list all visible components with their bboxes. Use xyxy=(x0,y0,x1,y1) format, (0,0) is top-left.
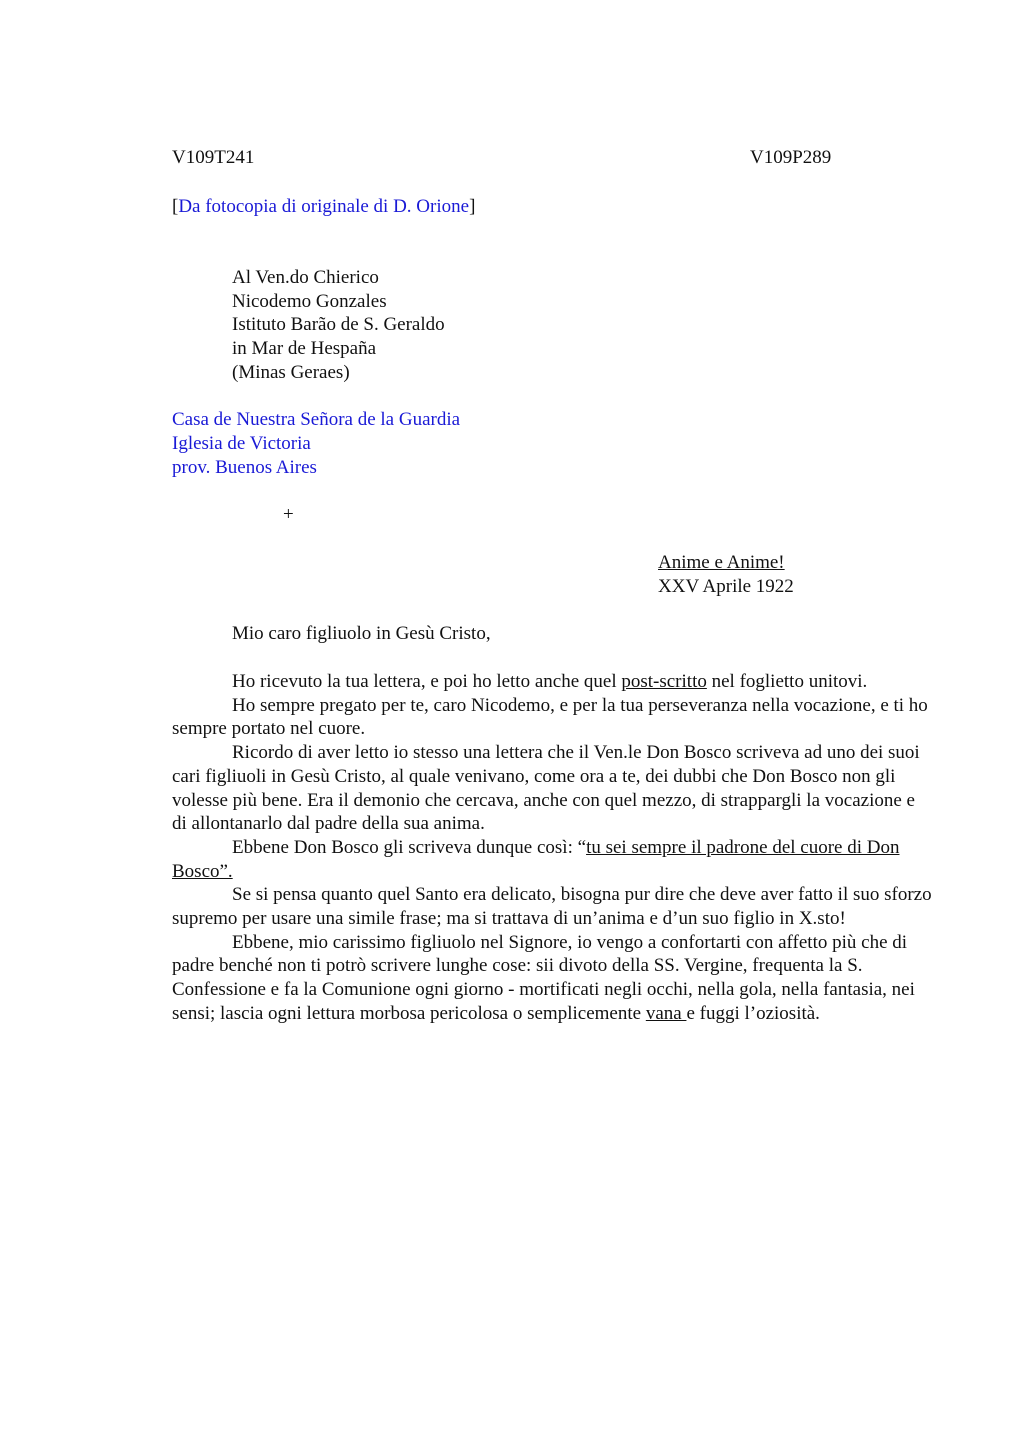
body-text-run: Ebbene, mio carissimo figliuolo nel Signore, io vengo a confortarti con affetto più che di padre benché non ti potrò scrivere lunghe cose: sii divoto della SS. Vergine, frequenta la S. Confessione e fa la Comunione ogni giorno - mortificati negli occhi, nella gola, nella fantasia, nei sensi; lascia ogni lettura morbosa pericolosa o semplicemente xyxy=(172,931,915,1024)
sender-line: Iglesia de Victoria xyxy=(172,433,311,454)
body-underlined-run: post-scritto xyxy=(621,671,707,692)
letter-body xyxy=(172,670,932,1026)
motto: Anime e Anime! xyxy=(658,552,785,573)
body-underlined-run: tu sei sempre il padrone del cuore di Don Bosco”. xyxy=(172,836,900,882)
body-paragraph xyxy=(172,836,932,883)
salutation: Mio caro figliuolo in Gesù Cristo, xyxy=(232,623,491,644)
source-note xyxy=(172,195,475,219)
source-note-open-bracket: [ xyxy=(172,196,179,217)
source-note-close-bracket: ] xyxy=(469,196,476,217)
body-paragraph xyxy=(172,931,932,1026)
body-paragraph: Se si pensa quanto quel Santo era delicato, bisogna pur dire che deve aver fatto il suo sforzo supremo per usare una simile frase; ma si trattava di un’anima e d’un suo figlio in X.sto! xyxy=(172,884,932,930)
letter-date: XXV Aprile 1922 xyxy=(658,576,794,597)
body-text-run: nel foglietto unitovi. xyxy=(706,671,868,692)
source-note-text: Da fotocopia di originale di D. Orione xyxy=(178,196,470,217)
sender-line: prov. Buenos Aires xyxy=(172,457,317,478)
body-underlined-run: vana xyxy=(645,1002,687,1024)
recipient-line: Al Ven.do Chierico xyxy=(232,267,379,288)
body-paragraph xyxy=(172,670,932,694)
document-code-left: V109T241 xyxy=(172,147,255,168)
recipient-line: Istituto Barão de S. Geraldo xyxy=(232,314,445,335)
body-text-run: Ebbene Don Bosco gli scriveva dunque così: “ xyxy=(232,836,587,858)
recipient-line: Nicodemo Gonzales xyxy=(232,291,387,312)
body-paragraph: Ricordo di aver letto io stesso una lettera che il Ven.le Don Bosco scriveva ad uno dei suoi cari figliuoli in Gesù Cristo, al quale venivano, come ora a te, dei dubbi che Don Bosco non gli volesse più bene. Era il demonio che cercava, anche con quel mezzo, di strappargli la vocazione e di allontanarlo dal padre della sua anima. xyxy=(172,742,920,835)
cross-symbol: + xyxy=(283,504,294,525)
recipient-line: in Mar de Hespaña xyxy=(232,338,377,359)
body-paragraph: Ho sempre pregato per te, caro Nicodemo, e per la tua perseveranza nella vocazione, e ti ho sempre portato nel cuore. xyxy=(172,694,928,740)
body-text-run: Ho ricevuto la tua lettera, e poi ho letto anche quel xyxy=(232,671,622,692)
recipient-line: (Minas Geraes) xyxy=(232,362,350,383)
document-code-right: V109P289 xyxy=(750,147,832,168)
sender-line: Casa de Nuestra Señora de la Guardia xyxy=(172,409,461,430)
body-text-run: e fuggi l’oziosità. xyxy=(686,1002,820,1024)
